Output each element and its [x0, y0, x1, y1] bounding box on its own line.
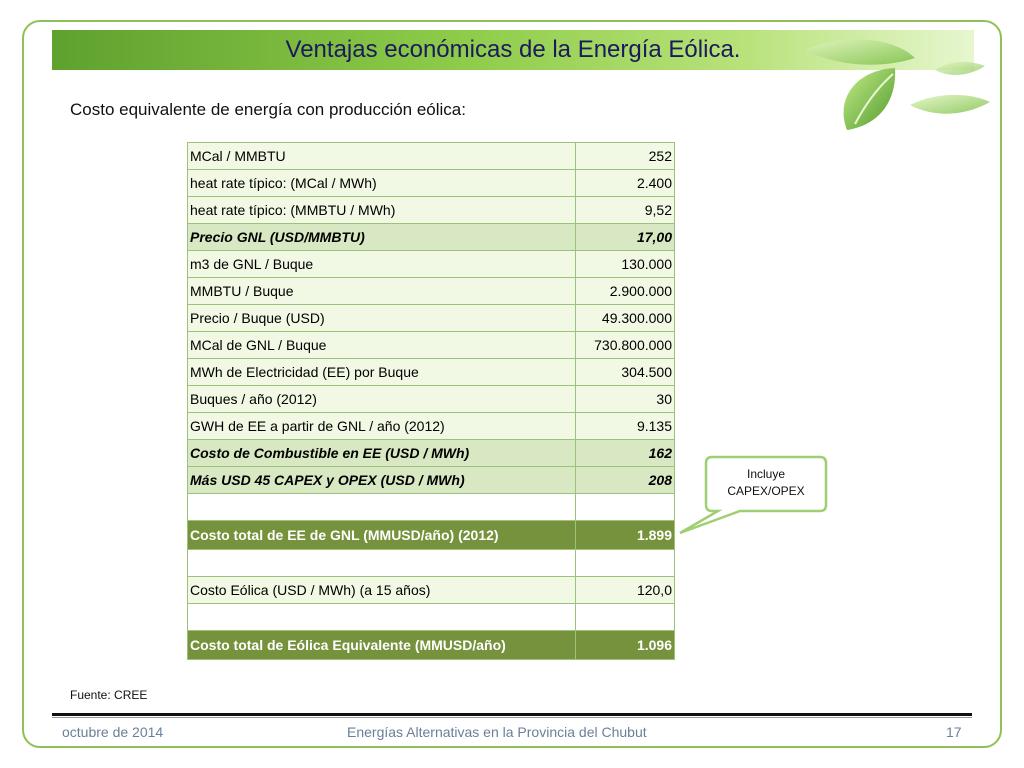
table-row [188, 577, 675, 604]
footer-date: octubre de 2014 [62, 724, 164, 740]
row-label: Costo Eólica (USD / MWh) (a 15 años) [188, 577, 576, 604]
row-label: Buques / año (2012) [188, 386, 576, 413]
page-number: 17 [946, 724, 962, 740]
table-row [188, 224, 675, 251]
table-row [188, 251, 675, 278]
row-label: m3 de GNL / Buque [188, 251, 576, 278]
footer-divider-thin [52, 717, 972, 718]
row-label: Costo de Combustible en EE (USD / MWh) [188, 440, 576, 467]
table-row [188, 550, 675, 577]
callout-line-1: Incluye [746, 467, 786, 481]
row-value: 9,52 [576, 197, 675, 224]
row-value: 730.800.000 [576, 332, 675, 359]
table-row [188, 332, 675, 359]
row-value: 304.500 [576, 359, 675, 386]
table-row [188, 143, 675, 170]
table-row [188, 305, 675, 332]
row-value: 1.899 [576, 521, 675, 550]
row-value: 252 [576, 143, 675, 170]
row-value: 30 [576, 386, 675, 413]
row-value: 2.400 [576, 170, 675, 197]
table-row [188, 521, 675, 550]
source-note: Fuente: CREE [70, 688, 148, 702]
table-row [188, 631, 675, 660]
table-row [188, 604, 675, 631]
table-row [188, 197, 675, 224]
row-label [188, 604, 576, 631]
row-value [576, 494, 675, 521]
row-label: Más USD 45 CAPEX y OPEX (USD / MWh) [188, 467, 576, 494]
row-label: GWH de EE a partir de GNL / año (2012) [188, 413, 576, 440]
row-label: Precio GNL (USD/MMBTU) [188, 224, 576, 251]
table-row [188, 386, 675, 413]
row-label: MCal de GNL / Buque [188, 332, 576, 359]
row-value: 208 [576, 467, 675, 494]
row-value [576, 550, 675, 577]
row-value [576, 604, 675, 631]
leaves-decoration-icon [785, 30, 995, 145]
footer-title: Energías Alternativas en la Provincia del Chubut [347, 724, 647, 740]
row-label [188, 550, 576, 577]
row-label [188, 494, 576, 521]
footer-divider [52, 713, 972, 716]
callout-line-2: CAPEX/OPEX [727, 484, 805, 498]
table-row [188, 278, 675, 305]
row-value: 2.900.000 [576, 278, 675, 305]
row-label: Costo total de EE de GNL (MMUSD/año) (2012) [188, 521, 576, 550]
row-label: Costo total de Eólica Equivalente (MMUSD/año) [188, 631, 576, 660]
slide-title: Ventajas económicas de la Energía Eólica. [285, 36, 741, 63]
row-value: 162 [576, 440, 675, 467]
table-row [188, 494, 675, 521]
cost-table [187, 142, 675, 660]
row-value: 130.000 [576, 251, 675, 278]
row-value: 49.300.000 [576, 305, 675, 332]
row-label: MCal / MMBTU [188, 143, 576, 170]
table-row [188, 359, 675, 386]
row-label: MWh de Electricidad (EE) por Buque [188, 359, 576, 386]
section-subtitle: Costo equivalente de energía con producción eólica: [70, 100, 466, 119]
row-value: 1.096 [576, 631, 675, 660]
row-label: Precio / Buque (USD) [188, 305, 576, 332]
row-value: 9.135 [576, 413, 675, 440]
table-row [188, 440, 675, 467]
callout-text [706, 466, 826, 500]
table-row [188, 413, 675, 440]
row-label: heat rate típico: (MMBTU / MWh) [188, 197, 576, 224]
row-value: 17,00 [576, 224, 675, 251]
table-row [188, 467, 675, 494]
row-value: 120,0 [576, 577, 675, 604]
row-label: MMBTU / Buque [188, 278, 576, 305]
table-row [188, 170, 675, 197]
row-label: heat rate típico: (MCal / MWh) [188, 170, 576, 197]
